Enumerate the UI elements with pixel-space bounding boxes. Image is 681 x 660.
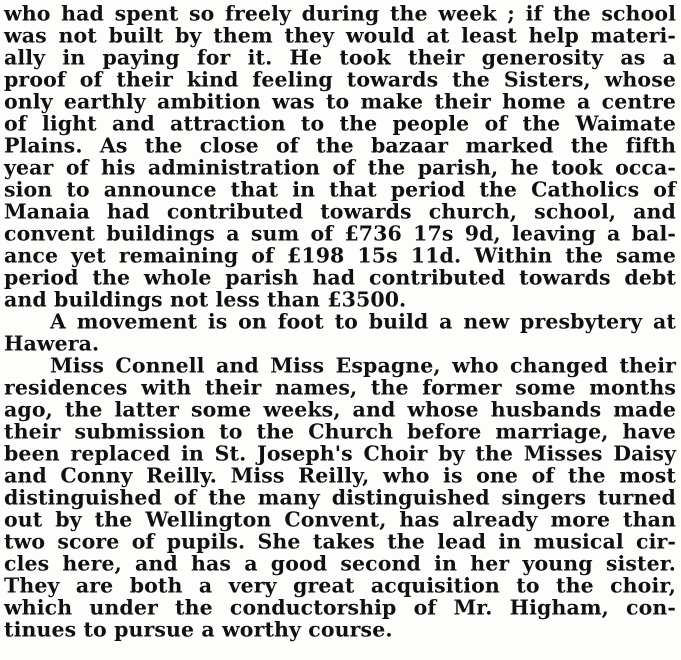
- text-line: distinguished of the many distinguished singers turned: [4, 484, 676, 510]
- text-line: year of his administration of the parish, he took occa-: [4, 154, 676, 180]
- text-line: cles here, and has a good second in her young sister.: [4, 550, 676, 576]
- text-line: was not built by them they would at least help materi-: [4, 22, 676, 48]
- text-line: sion to announce that in that period the Catholics of: [4, 176, 676, 202]
- text-line: which under the conductorship of Mr. Higham, con-: [4, 594, 676, 620]
- text-line: and buildings not less than £3500.: [4, 286, 407, 312]
- text-line: ance yet remaining of £198 15s 11d. Within the same: [4, 242, 676, 268]
- paragraph-first-line: Miss Connell and Miss Espagne, who changed their: [50, 352, 676, 378]
- text-line: convent buildings a sum of £736 17s 9d, leaving a bal-: [4, 220, 676, 246]
- text-line: period the whole parish had contributed towards debt: [4, 264, 676, 290]
- text-line: two score of pupils. She takes the lead in musical cir-: [4, 528, 676, 554]
- text-line: residences with their names, the former some months: [4, 374, 676, 400]
- text-line: of light and attraction to the people of the Waimate: [4, 110, 676, 136]
- text-line: out by the Wellington Convent, has already more than: [4, 506, 676, 532]
- text-line: ago, the latter some weeks, and whose husbands made: [4, 396, 676, 422]
- text-line: proof of their kind feeling towards the Sisters, whose: [4, 66, 676, 92]
- text-line: and Conny Reilly. Miss Reilly, who is one of the most: [4, 462, 676, 488]
- text-line: been replaced in St. Joseph's Choir by the Misses Daisy: [4, 440, 676, 466]
- text-line: ally in paying for it. He took their generosity as a: [4, 44, 676, 70]
- text-line: They are both a very great acquisition to the choir,: [4, 572, 676, 598]
- text-line: Manaia had contributed towards church, school, and: [4, 198, 676, 224]
- text-line: only earthly ambition was to make their home a centre: [4, 88, 676, 114]
- paragraph-first-line: A movement is on foot to build a new presbytery at: [50, 308, 676, 334]
- text-line: tinues to pursue a worthy course.: [4, 616, 393, 642]
- text-line: who had spent so freely during the week ; if the school: [4, 0, 676, 26]
- text-line: Plains. As the close of the bazaar marked the fifth: [4, 132, 676, 158]
- text-line: Hawera.: [4, 330, 100, 356]
- text-line: their submission to the Church before marriage, have: [4, 418, 676, 444]
